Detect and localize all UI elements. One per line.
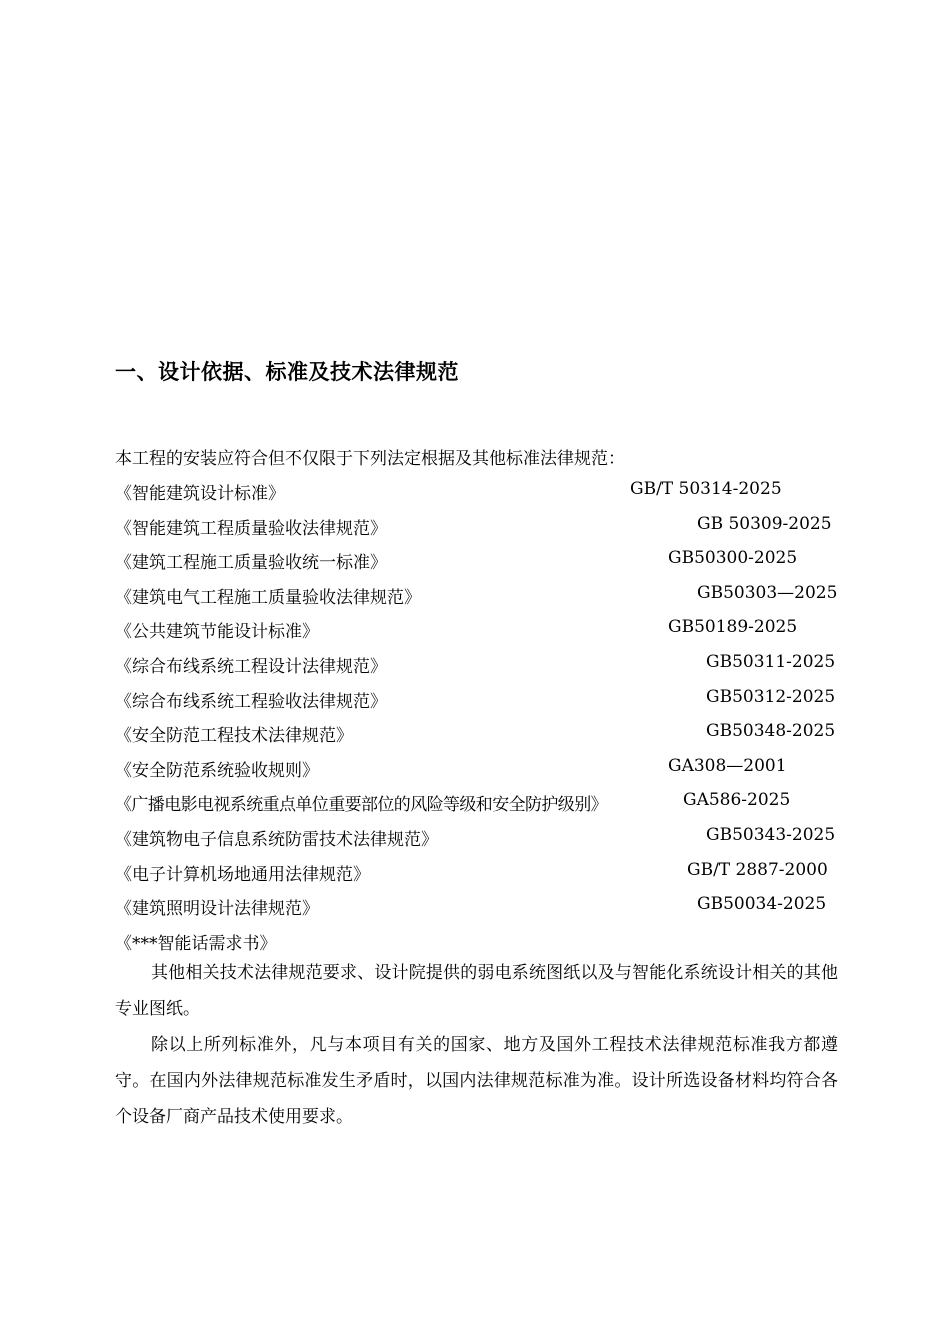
standard-item	[115, 687, 840, 722]
standard-title: 《建筑电气工程施工质量验收法律规范》	[115, 587, 421, 608]
intro-text: 本工程的安装应符合但不仅限于下列法定根据及其他标准法律规范：	[115, 449, 625, 469]
standard-item	[115, 790, 840, 825]
standard-title: 《公共建筑节能设计标准》	[115, 622, 319, 643]
standard-code: GB50312-2025	[706, 686, 836, 707]
standard-title: 《安全防范系统验收规则》	[115, 760, 319, 781]
standard-item	[115, 756, 840, 791]
standard-item	[115, 860, 840, 895]
standard-item	[115, 721, 840, 756]
standard-title: 《建筑物电子信息系统防雷技术法律规范》	[115, 829, 438, 850]
standard-item	[115, 514, 840, 549]
standard-title: 《建筑照明设计法律规范》	[115, 899, 319, 920]
standard-item	[115, 652, 840, 687]
standard-item	[115, 583, 840, 618]
standard-code: GA586-2025	[683, 790, 791, 811]
standard-title: 《智能建筑设计标准》	[115, 484, 285, 504]
standard-code: GB50300-2025	[668, 548, 798, 569]
standard-item	[115, 617, 840, 652]
standard-title: 《综合布线系统工程验收法律规范》	[115, 691, 387, 712]
standard-title: 《综合布线系统工程设计法律规范》	[115, 656, 387, 677]
standard-item	[115, 825, 840, 860]
standard-code: GB50034-2025	[697, 894, 827, 915]
standard-code: GB50303—2025	[697, 582, 838, 603]
standard-code: GB50189-2025	[668, 617, 798, 638]
body-paragraph: 除以上所列标准外，凡与本项目有关的国家、地方及国外工程技术法律规范标准我方都遵守。在国内外法律规范标准发生矛盾时，以国内法律规范标准为准。设计所选设备材料均符合各个设备厂商产品技术使用要求。	[115, 1035, 838, 1127]
standard-item	[115, 894, 840, 929]
standard-title: 《电子计算机场地通用法律规范》	[115, 864, 370, 885]
standard-title: 《安全防范工程技术法律规范》	[115, 726, 353, 747]
standard-code: GB/T 50314-2025	[630, 479, 782, 499]
standard-code: GB/T 2887-2000	[687, 859, 828, 880]
standards-list	[115, 479, 840, 963]
standard-item	[115, 479, 840, 514]
standard-code: GB50348-2025	[706, 721, 836, 742]
standard-item	[115, 548, 840, 583]
body-paragraph: 其他相关技术法律规范要求、设计院提供的弱电系统图纸以及与智能化系统设计相关的其他专业图纸。	[115, 963, 838, 1019]
standard-title: 《***智能话需求书》	[115, 933, 277, 954]
standard-code: GA308—2001	[668, 755, 787, 776]
standard-code: GB 50309-2025	[697, 513, 832, 534]
standard-code: GB50311-2025	[706, 651, 836, 672]
standard-title: 《智能建筑工程质量验收法律规范》	[115, 518, 387, 539]
standard-title: 《广播电影电视系统重点单位重要部位的风险等级和安全防护级别》	[115, 795, 607, 816]
standard-code: GB50343-2025	[706, 824, 836, 845]
standard-title: 《建筑工程施工质量验收统一标准》	[115, 553, 387, 574]
section-heading: 一、设计依据、标准及技术法律规范	[115, 360, 459, 384]
